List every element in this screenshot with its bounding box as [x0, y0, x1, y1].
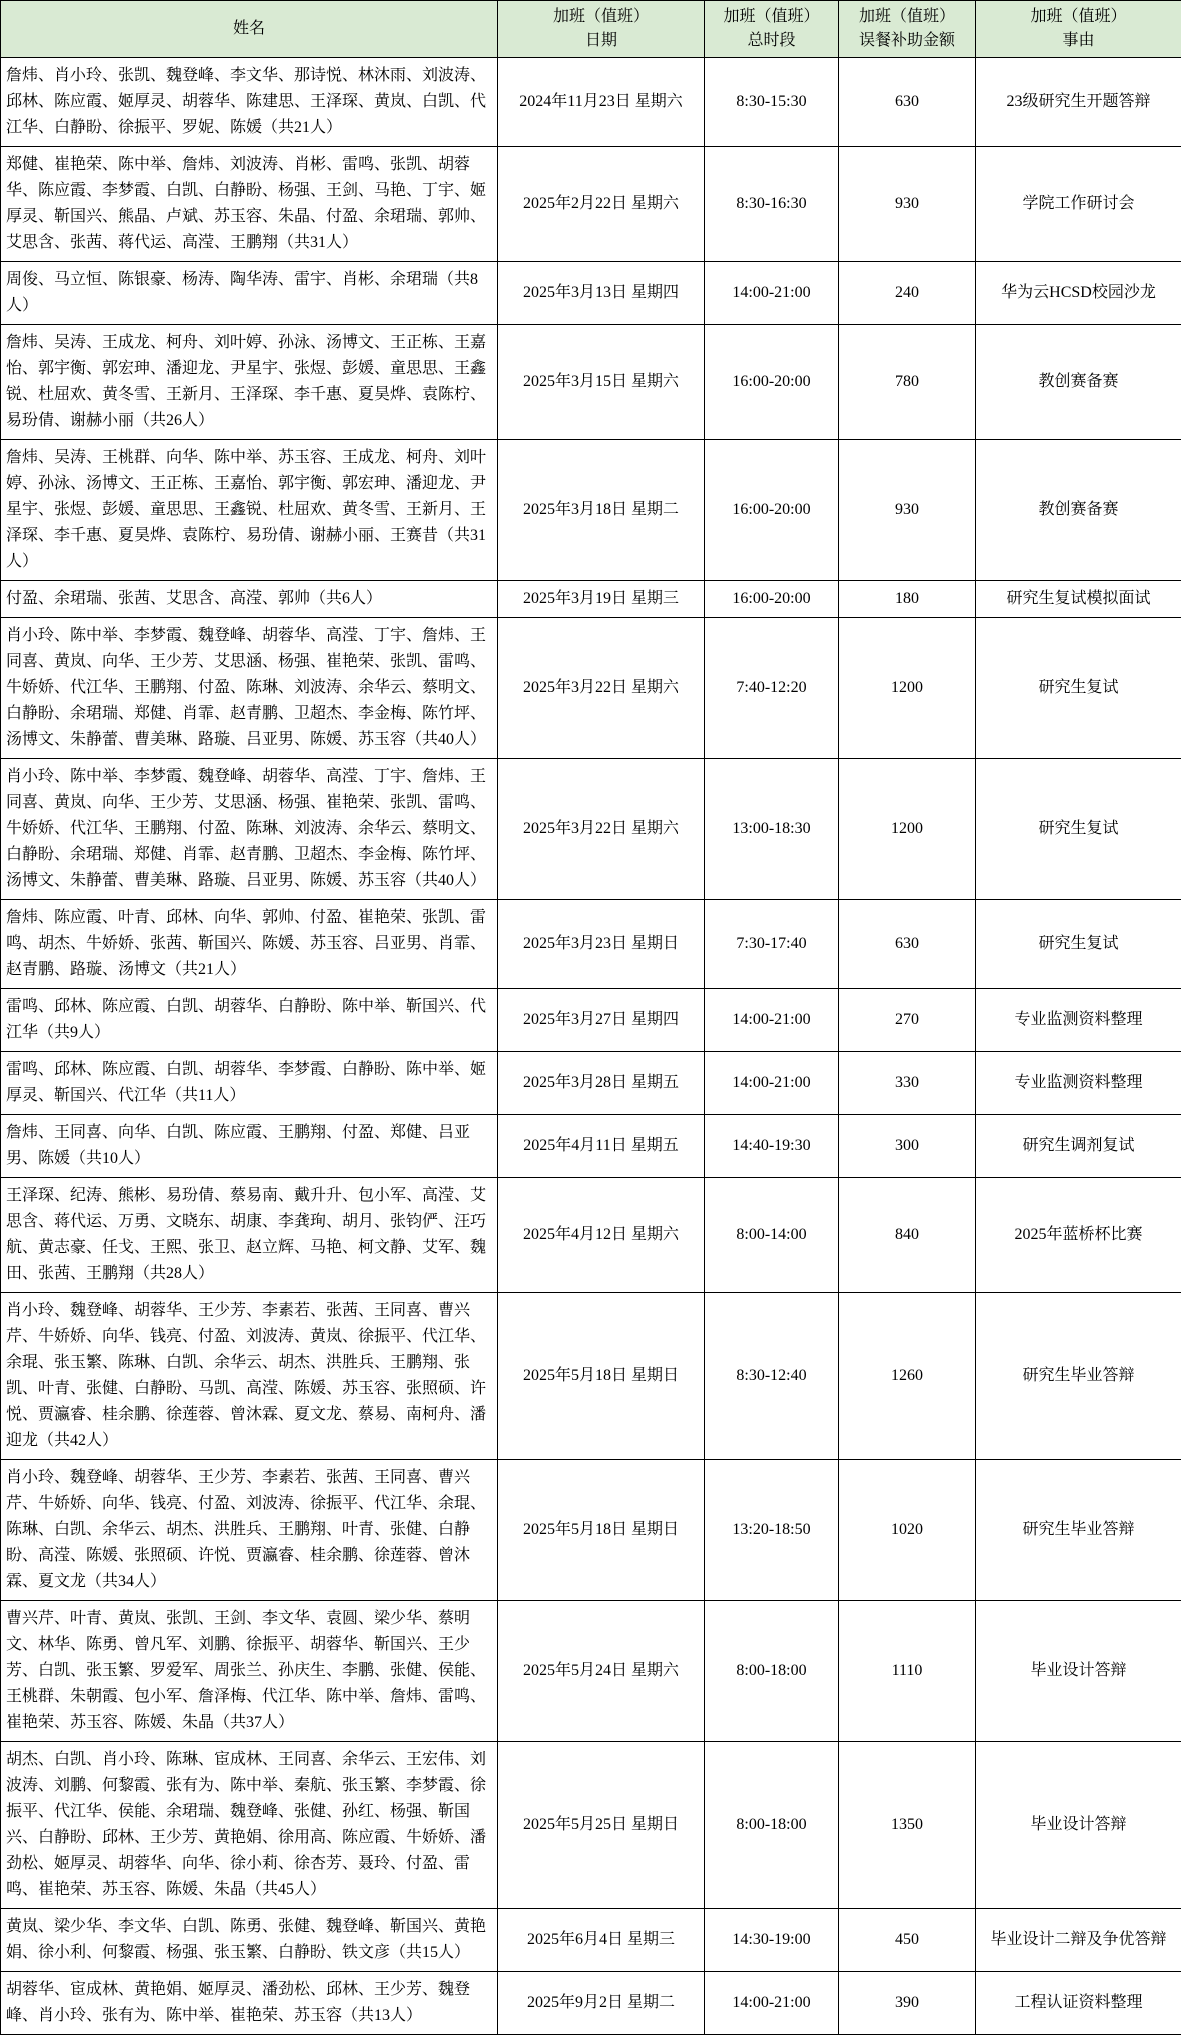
- amount-cell: 780: [839, 325, 976, 440]
- reason-cell: 研究生毕业答辩: [976, 1460, 1181, 1601]
- time-cell: 14:00-21:00: [705, 1052, 839, 1115]
- date-cell: 2025年5月25日 星期日: [498, 1742, 705, 1909]
- table-row: [1, 618, 1181, 759]
- reason-cell: 研究生复试模拟面试: [976, 581, 1181, 618]
- names-cell: 周俊、马立恒、陈银豪、杨涛、陶华涛、雷宇、肖彬、余珺瑞（共8人）: [1, 262, 498, 325]
- column-header-names: [1, 1, 498, 58]
- date-cell: 2025年3月15日 星期六: [498, 325, 705, 440]
- amount-cell: 240: [839, 262, 976, 325]
- date-cell: 2025年2月22日 星期六: [498, 147, 705, 262]
- table-row: [1, 1115, 1181, 1178]
- date-cell: 2025年3月22日 星期六: [498, 759, 705, 900]
- date-cell: 2025年3月19日 星期三: [498, 581, 705, 618]
- time-cell: 8:00-18:00: [705, 1742, 839, 1909]
- table-row: [1, 1909, 1181, 1972]
- date-cell: 2025年3月27日 星期四: [498, 989, 705, 1052]
- column-header-date: 加班（值班） 日期: [498, 1, 705, 58]
- amount-cell: 630: [839, 900, 976, 989]
- date-cell: 2025年3月22日 星期六: [498, 618, 705, 759]
- date-cell: 2025年3月13日 星期四: [498, 262, 705, 325]
- column-header-period: 加班（值班） 总时段: [705, 1, 839, 58]
- time-cell: 8:00-14:00: [705, 1178, 839, 1293]
- names-cell: 肖小玲、陈中举、李梦霞、魏登峰、胡蓉华、高滢、丁宇、詹炜、王同喜、黄岚、向华、王少芳、艾思涵、杨强、崔艳荣、张凯、雷鸣、牛娇娇、代江华、王鹏翔、付盈、陈琳、刘波涛、余华云、蔡明文、白静盼、余珺瑞、郑健、肖霏、赵青鹏、卫超杰、李金梅、陈竹坪、汤博文、朱静蕾、曹美琳、路璇、吕亚男、陈媛、苏玉容（共40人）: [1, 618, 498, 759]
- date-cell: 2025年3月28日 星期五: [498, 1052, 705, 1115]
- time-cell: 14:00-21:00: [705, 989, 839, 1052]
- time-cell: 8:00-18:00: [705, 1601, 839, 1742]
- date-cell: 2025年5月18日 星期日: [498, 1293, 705, 1460]
- amount-cell: 930: [839, 440, 976, 581]
- date-cell: 2024年11月23日 星期六: [498, 58, 705, 147]
- names-cell: 肖小玲、魏登峰、胡蓉华、王少芳、李素若、张茜、王同喜、曹兴芹、牛娇娇、向华、钱亮、付盈、刘波涛、黄岚、徐振平、代江华、余琨、张玉繁、陈琳、白凯、余华云、胡杰、洪胜兵、王鹏翔、张凯、叶青、张健、白静盼、马凯、高滢、陈媛、苏玉容、张照硕、许悦、贾瀛睿、桂余鹏、徐莲蓉、曾沐霖、夏文龙、蔡易、南柯舟、潘迎龙（共42人）: [1, 1293, 498, 1460]
- names-cell: 詹炜、王同喜、向华、白凯、陈应霞、王鹏翔、付盈、郑健、吕亚男、陈媛（共10人）: [1, 1115, 498, 1178]
- table-row: [1, 989, 1181, 1052]
- names-cell: 胡蓉华、宦成林、黄艳娟、姬厚灵、潘劲松、邱林、王少芳、魏登峰、肖小玲、张有为、陈中举、崔艳荣、苏玉容（共13人）: [1, 1972, 498, 2035]
- time-cell: 13:00-18:30: [705, 759, 839, 900]
- amount-cell: 1020: [839, 1460, 976, 1601]
- amount-cell: 1260: [839, 1293, 976, 1460]
- date-cell: 2025年9月2日 星期二: [498, 1972, 705, 2035]
- table-row: [1, 759, 1181, 900]
- time-cell: 16:00-20:00: [705, 325, 839, 440]
- amount-cell: 390: [839, 1972, 976, 2035]
- table-row: [1, 1742, 1181, 1909]
- names-cell: 肖小玲、陈中举、李梦霞、魏登峰、胡蓉华、高滢、丁宇、詹炜、王同喜、黄岚、向华、王少芳、艾思涵、杨强、崔艳荣、张凯、雷鸣、牛娇娇、代江华、王鹏翔、付盈、陈琳、刘波涛、余华云、蔡明文、白静盼、余珺瑞、郑健、肖霏、赵青鹏、卫超杰、李金梅、陈竹坪、汤博文、朱静蕾、曹美琳、路璇、吕亚男、陈媛、苏玉容（共40人）: [1, 759, 498, 900]
- date-cell: 2025年6月4日 星期三: [498, 1909, 705, 1972]
- reason-cell: 研究生复试: [976, 618, 1181, 759]
- column-header-allowance: 加班（值班） 误餐补助金额: [839, 1, 976, 58]
- header-names-label: 姓名: [5, 17, 493, 41]
- table-body: [1, 58, 1181, 2035]
- names-cell: 付盈、余珺瑞、张茜、艾思含、高滢、郭帅（共6人）: [1, 581, 498, 618]
- reason-cell: 研究生毕业答辩: [976, 1293, 1181, 1460]
- reason-cell: 毕业设计答辩: [976, 1601, 1181, 1742]
- column-header-reason: 加班（值班） 事由: [976, 1, 1181, 58]
- names-cell: 肖小玲、魏登峰、胡蓉华、王少芳、李素若、张茜、王同喜、曹兴芹、牛娇娇、向华、钱亮、付盈、刘波涛、徐振平、代江华、余琨、陈琳、白凯、余华云、胡杰、洪胜兵、王鹏翔、叶青、张健、白静盼、高滢、陈媛、张照硕、许悦、贾瀛睿、桂余鹏、徐莲蓉、曾沐霖、夏文龙（共34人）: [1, 1460, 498, 1601]
- names-cell: 詹炜、吴涛、王成龙、柯舟、刘叶婷、孙泳、汤博文、王正栋、王嘉怡、郭宇衡、郭宏珅、潘迎龙、尹星宇、张煜、彭媛、童思思、王鑫锐、杜屈欢、黄冬雪、王新月、王泽琛、李千惠、夏昊烨、袁陈柠、易玢倩、谢赫小丽（共26人）: [1, 325, 498, 440]
- table-row: [1, 1972, 1181, 2035]
- time-cell: 14:00-21:00: [705, 262, 839, 325]
- amount-cell: 1350: [839, 1742, 976, 1909]
- time-cell: 7:40-12:20: [705, 618, 839, 759]
- table-row: [1, 147, 1181, 262]
- time-cell: 16:00-20:00: [705, 581, 839, 618]
- reason-cell: 专业监测资料整理: [976, 989, 1181, 1052]
- table-header: [1, 1, 1181, 58]
- reason-cell: 教创赛备赛: [976, 325, 1181, 440]
- amount-cell: 330: [839, 1052, 976, 1115]
- amount-cell: 1200: [839, 618, 976, 759]
- time-cell: 16:00-20:00: [705, 440, 839, 581]
- reason-cell: 教创赛备赛: [976, 440, 1181, 581]
- time-cell: 8:30-12:40: [705, 1293, 839, 1460]
- amount-cell: 1200: [839, 759, 976, 900]
- amount-cell: 180: [839, 581, 976, 618]
- amount-cell: 840: [839, 1178, 976, 1293]
- names-cell: 胡杰、白凯、肖小玲、陈琳、宦成林、王同喜、余华云、王宏伟、刘波涛、刘鹏、何黎霞、张有为、陈中举、秦航、张玉繁、李梦霞、徐振平、代江华、侯能、余珺瑞、魏登峰、张健、孙红、杨强、靳国兴、白静盼、邱林、王少芳、黄艳娟、徐用高、陈应霞、牛娇娇、潘劲松、姬厚灵、胡蓉华、向华、徐小莉、徐杏芳、聂玲、付盈、雷鸣、崔艳荣、苏玉容、陈媛、朱晶（共45人）: [1, 1742, 498, 1909]
- table-row: [1, 1052, 1181, 1115]
- time-cell: 14:00-21:00: [705, 1972, 839, 2035]
- amount-cell: 450: [839, 1909, 976, 1972]
- names-cell: 詹炜、陈应霞、叶青、邱林、向华、郭帅、付盈、崔艳荣、张凯、雷鸣、胡杰、牛娇娇、张茜、靳国兴、陈媛、苏玉容、吕亚男、肖霏、赵青鹏、路璇、汤博文（共21人）: [1, 900, 498, 989]
- time-cell: 8:30-16:30: [705, 147, 839, 262]
- names-cell: 曹兴芹、叶青、黄岚、张凯、王剑、李文华、袁圆、梁少华、蔡明文、林华、陈勇、曾凡军、刘鹏、徐振平、胡蓉华、靳国兴、王少芳、白凯、张玉繁、罗爱军、周张兰、孙庆生、李鹏、张健、侯能、王桃群、朱朝霞、包小军、詹泽梅、代江华、陈中举、詹炜、雷鸣、崔艳荣、苏玉容、陈媛、朱晶（共37人）: [1, 1601, 498, 1742]
- reason-cell: 毕业设计答辩: [976, 1742, 1181, 1909]
- amount-cell: 270: [839, 989, 976, 1052]
- reason-cell: 工程认证资料整理: [976, 1972, 1181, 2035]
- reason-cell: 研究生调剂复试: [976, 1115, 1181, 1178]
- names-cell: 郑健、崔艳荣、陈中举、詹炜、刘波涛、肖彬、雷鸣、张凯、胡蓉华、陈应霞、李梦霞、白凯、白静盼、杨强、王剑、马艳、丁宇、姬厚灵、靳国兴、熊晶、卢斌、苏玉容、朱晶、付盈、余珺瑞、郭帅、艾思含、张茜、蒋代运、高滢、王鹏翔（共31人）: [1, 147, 498, 262]
- table-row: [1, 440, 1181, 581]
- table-row: [1, 58, 1181, 147]
- table-row: [1, 1601, 1181, 1742]
- names-cell: 雷鸣、邱林、陈应霞、白凯、胡蓉华、白静盼、陈中举、靳国兴、代江华（共9人）: [1, 989, 498, 1052]
- date-cell: 2025年3月18日 星期二: [498, 440, 705, 581]
- date-cell: 2025年4月12日 星期六: [498, 1178, 705, 1293]
- names-cell: 雷鸣、邱林、陈应霞、白凯、胡蓉华、李梦霞、白静盼、陈中举、姬厚灵、靳国兴、代江华（共11人）: [1, 1052, 498, 1115]
- time-cell: 14:30-19:00: [705, 1909, 839, 1972]
- names-cell: 詹炜、肖小玲、张凯、魏登峰、李文华、那诗悦、林沐雨、刘波涛、邱林、陈应霞、姬厚灵、胡蓉华、陈建思、王泽琛、黄岚、白凯、代江华、白静盼、徐振平、罗妮、陈媛（共21人）: [1, 58, 498, 147]
- table-row: [1, 1178, 1181, 1293]
- reason-cell: 研究生复试: [976, 900, 1181, 989]
- time-cell: 13:20-18:50: [705, 1460, 839, 1601]
- date-cell: 2025年5月18日 星期日: [498, 1460, 705, 1601]
- reason-cell: 2025年蓝桥杯比赛: [976, 1178, 1181, 1293]
- date-cell: 2025年5月24日 星期六: [498, 1601, 705, 1742]
- reason-cell: 华为云HCSD校园沙龙: [976, 262, 1181, 325]
- table-row: [1, 262, 1181, 325]
- date-cell: 2025年4月11日 星期五: [498, 1115, 705, 1178]
- header-row: [1, 1, 1181, 58]
- names-cell: 王泽琛、纪涛、熊彬、易玢倩、蔡易南、戴升升、包小军、高滢、艾思含、蒋代运、万勇、文晓东、胡康、李龚珣、胡月、张钧俨、汪巧航、黄志豪、任戈、王熙、张卫、赵立辉、马艳、柯文静、艾军、魏田、张茜、王鹏翔（共28人）: [1, 1178, 498, 1293]
- reason-cell: 研究生复试: [976, 759, 1181, 900]
- table-row: [1, 581, 1181, 618]
- time-cell: 8:30-15:30: [705, 58, 839, 147]
- amount-cell: 1110: [839, 1601, 976, 1742]
- reason-cell: 专业监测资料整理: [976, 1052, 1181, 1115]
- table-row: [1, 1293, 1181, 1460]
- date-cell: 2025年3月23日 星期日: [498, 900, 705, 989]
- amount-cell: 630: [839, 58, 976, 147]
- amount-cell: 300: [839, 1115, 976, 1178]
- table-row: [1, 325, 1181, 440]
- amount-cell: 930: [839, 147, 976, 262]
- time-cell: 14:40-19:30: [705, 1115, 839, 1178]
- names-cell: 黄岚、梁少华、李文华、白凯、陈勇、张健、魏登峰、靳国兴、黄艳娟、徐小利、何黎霞、杨强、张玉繁、白静盼、铁文彦（共15人）: [1, 1909, 498, 1972]
- time-cell: 7:30-17:40: [705, 900, 839, 989]
- reason-cell: 学院工作研讨会: [976, 147, 1181, 262]
- names-cell: 詹炜、吴涛、王桃群、向华、陈中举、苏玉容、王成龙、柯舟、刘叶婷、孙泳、汤博文、王正栋、王嘉怡、郭宇衡、郭宏珅、潘迎龙、尹星宇、张煜、彭媛、童思思、王鑫锐、杜屈欢、黄冬雪、王新月、王泽琛、李千惠、夏昊烨、袁陈柠、易玢倩、谢赫小丽、王赛昔（共31人）: [1, 440, 498, 581]
- reason-cell: 23级研究生开题答辩: [976, 58, 1181, 147]
- table-row: [1, 900, 1181, 989]
- table-row: [1, 1460, 1181, 1601]
- reason-cell: 毕业设计二辩及争优答辩: [976, 1909, 1181, 1972]
